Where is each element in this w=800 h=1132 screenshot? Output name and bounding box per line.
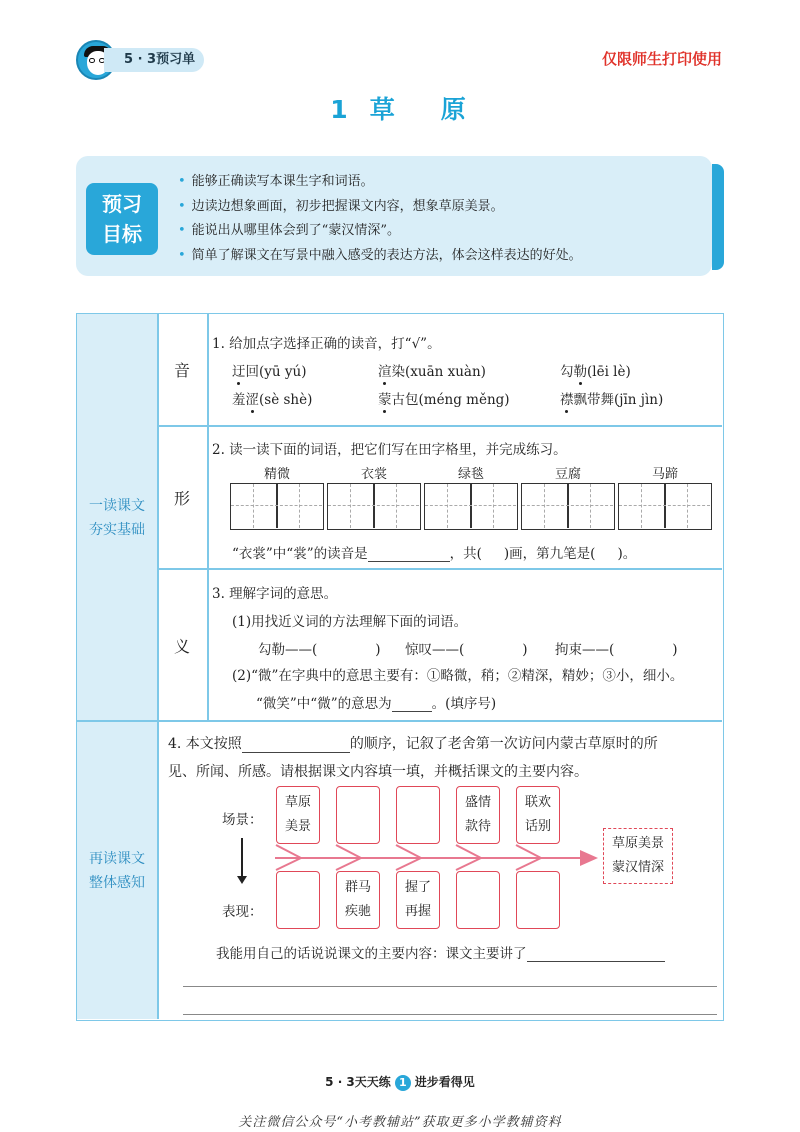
arrow-right-icon — [580, 850, 598, 866]
q3-sub1: (1)用找近义词的方法理解下面的词语。 — [232, 614, 468, 630]
fishbone-spine — [275, 857, 585, 859]
q1-item: 羞涩(sè shè) — [232, 388, 312, 408]
q1-item: 勾勒(lēi lè) — [560, 360, 631, 380]
footer-slogan: 5 · 3天天练 1 进步看得见 — [325, 1075, 475, 1089]
print-notice: 仅限师生打印使用 — [601, 50, 722, 68]
series-label: 5 · 3预习单 — [104, 48, 204, 72]
q4-prompt: 4. 本文按照 的顺序，记叙了老舍第一次访问内蒙古草原时的所 — [168, 736, 658, 752]
section-label-overview: 再读课文 整体感知 — [89, 851, 145, 891]
theme-box: 草原美景 蒙汉情深 — [603, 828, 673, 884]
category-meaning: 义 — [173, 637, 190, 656]
show-label: 表现： — [222, 904, 263, 920]
scene-box[interactable]: 盛情 款待 — [456, 786, 500, 844]
objective-item: • 简单了解课文在写景中融入感受的表达方法，体会这样表达的好处。 — [178, 244, 582, 269]
q4-prompt-cont: 见、所闻、所感。请根据课文内容填一填，并概括课文的主要内容。 — [168, 764, 588, 780]
q3-word: 勾勒——( ) — [258, 642, 381, 658]
tianzige-grid[interactable] — [521, 483, 615, 530]
q3-prompt: 3. 理解字词的意思。 — [212, 586, 338, 602]
objectives-badge — [86, 183, 158, 255]
tianzige-word: 豆腐 — [554, 467, 581, 482]
category-shape: 形 — [173, 489, 190, 508]
scene-box[interactable]: 草原 美景 — [276, 786, 320, 844]
down-arrow-head — [237, 876, 247, 884]
answer-line[interactable] — [183, 1014, 717, 1015]
footer-badge: 1 — [395, 1075, 411, 1091]
footer-note: 关注微信公众号“小考教辅站”获取更多小学教辅资料 — [238, 1115, 562, 1130]
answer-blank[interactable] — [368, 548, 450, 562]
q2-followup: “衣裳”中“裳”的读音是 ，共( )画，第九笔是( )。 — [232, 546, 637, 562]
q1-item: 渲染(xuān xuàn) — [378, 360, 486, 380]
behavior-box[interactable] — [276, 871, 320, 929]
title-char-2: 原 — [440, 95, 470, 124]
q3-sub2: (2)“微”在字典中的意思主要有：①略微，稍；②精深，精妙；③小，细小。 — [232, 668, 684, 684]
objectives-list — [178, 170, 582, 268]
tianzige-grid[interactable] — [327, 483, 421, 530]
scene-box[interactable]: 联欢 话别 — [516, 786, 560, 844]
q1-item: 迂回(yū yú) — [232, 360, 306, 380]
answer-line[interactable] — [183, 986, 717, 987]
tianzige-word: 衣裳 — [360, 467, 387, 482]
q1-item: 襟飘带舞(jīn jìn) — [560, 388, 663, 408]
behavior-box[interactable] — [516, 871, 560, 929]
behavior-box[interactable] — [456, 871, 500, 929]
section-label-basics: 一读课文 夯实基础 — [89, 498, 145, 538]
q1-item: 蒙古包(méng měng) — [378, 388, 510, 408]
tianzige-word: 马蹄 — [651, 467, 678, 482]
objectives-badge-line1: 预习 — [102, 192, 142, 216]
behavior-box[interactable]: 握了 再握 — [396, 871, 440, 929]
answer-blank[interactable] — [242, 739, 350, 753]
objectives-edge — [712, 164, 724, 270]
tianzige-grid[interactable] — [618, 483, 712, 530]
q1-prompt: 1. 给加点字选择正确的读音，打“√”。 — [212, 336, 441, 352]
tianzige-grid[interactable] — [230, 483, 324, 530]
lesson-number: 1 — [330, 95, 352, 124]
page-title — [0, 90, 800, 126]
main-idea-prompt: 我能用自己的话说说课文的主要内容：课文主要讲了 — [216, 942, 665, 962]
answer-blank[interactable] — [527, 948, 665, 962]
objectives-badge-line2: 目标 — [102, 222, 142, 246]
down-arrow-icon — [241, 838, 243, 878]
q3-word: 拘束——( ) — [555, 642, 678, 658]
q3-word: 惊叹——( ) — [405, 642, 528, 658]
tianzige-grid[interactable] — [424, 483, 518, 530]
tianzige-word: 精微 — [263, 467, 290, 482]
title-char-1: 草 — [369, 95, 399, 124]
objective-item: • 能说出从哪里体会到了“蒙汉情深”。 — [178, 219, 582, 244]
scene-label: 场景： — [222, 812, 263, 828]
objective-item: • 能够正确读写本课生字和词语。 — [178, 170, 582, 195]
behavior-box[interactable]: 群马 疾驰 — [336, 871, 380, 929]
category-sound: 音 — [173, 361, 190, 380]
answer-blank[interactable] — [392, 698, 432, 712]
q2-prompt: 2. 读一读下面的词语，把它们写在田字格里，并完成练习。 — [212, 442, 567, 458]
scene-box[interactable] — [336, 786, 380, 844]
objective-item: • 边读边想象画面，初步把握课文内容，想象草原美景。 — [178, 195, 582, 220]
q3-sub2b: “微笑”中“微”的意思为 。(填序号) — [256, 696, 497, 712]
scene-box[interactable] — [396, 786, 440, 844]
tianzige-word: 绿毯 — [457, 467, 484, 482]
